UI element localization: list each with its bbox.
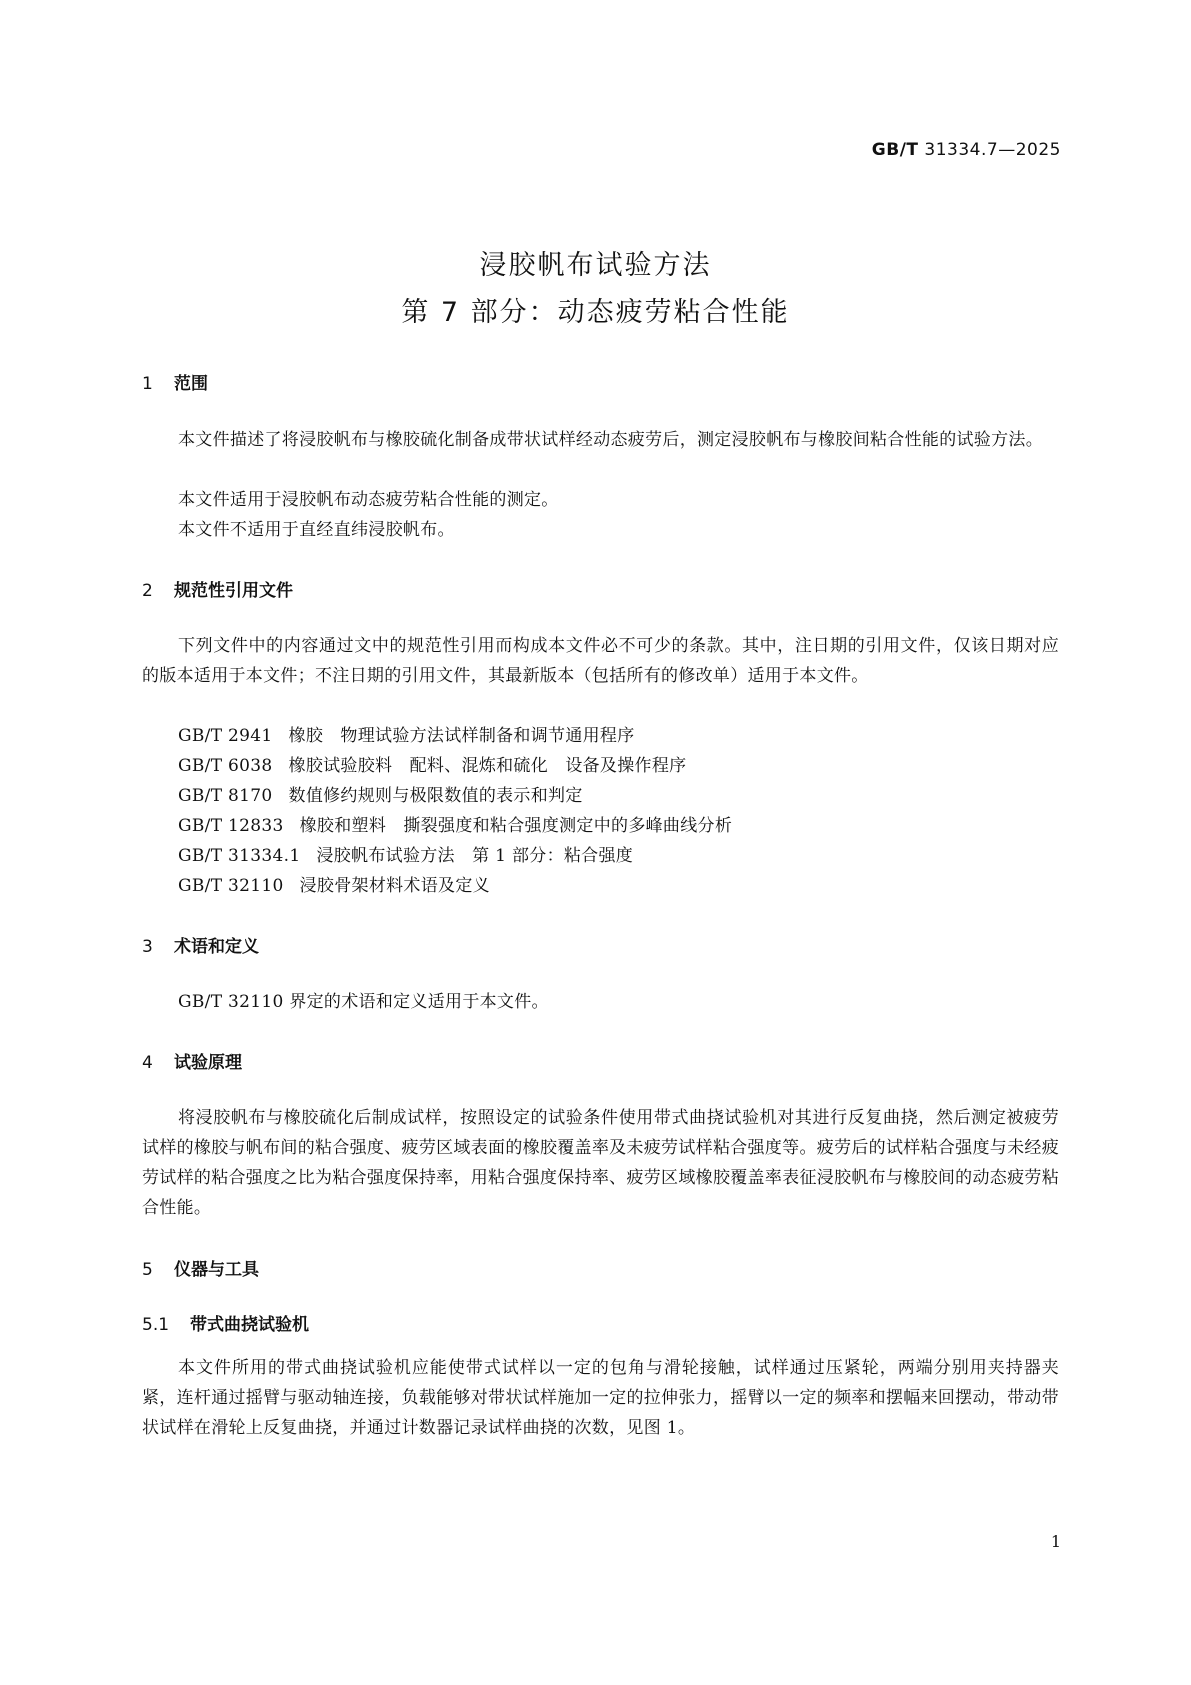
section-2-intro: 下列文件中的内容通过文中的规范性引用而构成本文件必不可少的条款。其中，注日期的引用文件，仅该日期对应的版本适用于本文件；不注日期的引用文件，其最新版本（包括所有的修改单）适用于本文件。 — [142, 636, 1059, 686]
section-4-paragraph: 将浸胶帆布与橡胶硫化后制成试样，按照设定的试验条件使用带式曲挠试验机对其进行反复曲挠，然后测定被疲劳试样的橡胶与帆布间的粘合强度、疲劳区域表面的橡胶覆盖率及未疲劳试样粘合强度等。疲劳后的试样粘合强度与未经疲劳试样的粘合强度之比为粘合强度保持率，用粘合强度保持率、疲劳区域橡胶覆盖率表征浸胶帆布与橡胶间的动态疲劳粘合性能。 — [142, 1108, 1059, 1218]
standard-number: 31334.7—2025 — [924, 140, 1061, 160]
section-1-paragraph-2: 本文件适用于浸胶帆布动态疲劳粘合性能的测定。 — [178, 490, 559, 510]
section-title: 带式曲挠试验机 — [190, 1315, 309, 1335]
section-2-heading — [142, 576, 293, 601]
section-3-paragraph: GB/T 32110 界定的术语和定义适用于本文件。 — [178, 992, 549, 1012]
reference-title: 橡胶 物理试验方法试样制备和调节通用程序 — [288, 726, 635, 746]
standard-prefix: GB/T — [871, 140, 919, 160]
section-number: 5.1 — [142, 1315, 170, 1335]
document-subtitle: 第 7 部分：动态疲劳粘合性能 — [401, 297, 790, 328]
reference-item — [178, 811, 732, 841]
reference-item — [178, 871, 732, 901]
standard-code — [872, 140, 1061, 160]
reference-code: GB/T 12833 — [178, 816, 284, 836]
reference-code: GB/T 32110 — [178, 876, 284, 896]
section-title: 术语和定义 — [174, 937, 259, 957]
section-number: 4 — [142, 1053, 153, 1073]
reference-item — [178, 751, 732, 781]
reference-title: 浸胶骨架材料术语及定义 — [299, 876, 490, 896]
section-number: 1 — [142, 374, 153, 394]
section-number: 5 — [142, 1260, 153, 1280]
reference-code: GB/T 31334.1 — [178, 846, 301, 866]
reference-item — [178, 721, 732, 751]
section-number: 3 — [142, 937, 153, 957]
section-1-heading — [142, 369, 208, 394]
reference-code: GB/T 6038 — [178, 756, 273, 776]
section-title: 范围 — [174, 374, 208, 394]
reference-code: GB/T 2941 — [178, 726, 273, 746]
reference-title: 浸胶帆布试验方法 第 1 部分：粘合强度 — [316, 846, 634, 866]
section-5-1-heading — [142, 1310, 309, 1335]
reference-item — [178, 781, 732, 811]
document-title: 浸胶帆布试验方法 — [479, 250, 712, 281]
reference-title: 橡胶和塑料 撕裂强度和粘合强度测定中的多峰曲线分析 — [299, 816, 733, 836]
page-number: 1 — [1050, 1532, 1061, 1551]
section-4-heading — [142, 1048, 242, 1073]
section-5-heading — [142, 1255, 259, 1280]
section-title: 仪器与工具 — [174, 1260, 259, 1280]
reference-title: 橡胶试验胶料 配料、混炼和硫化 设备及操作程序 — [288, 756, 687, 776]
section-title: 试验原理 — [174, 1053, 242, 1073]
reference-code: GB/T 8170 — [178, 786, 273, 806]
section-3-heading — [142, 932, 259, 957]
section-1-paragraph-1: 本文件描述了将浸胶帆布与橡胶硫化制备成带状试样经动态疲劳后，测定浸胶帆布与橡胶间粘合性能的试验方法。 — [178, 430, 1043, 450]
section-title: 规范性引用文件 — [174, 581, 293, 601]
reference-title: 数值修约规则与极限数值的表示和判定 — [288, 786, 583, 806]
normative-reference-list — [178, 721, 732, 901]
section-5-1-paragraph: 本文件所用的带式曲挠试验机应能使带式试样以一定的包角与滑轮接触，试样通过压紧轮，两端分别用夹持器夹紧，连杆通过摇臂与驱动轴连接，负载能够对带状试样施加一定的拉伸张力，摇臂以一定的频率和摆幅来回摆动，带动带状试样在滑轮上反复曲挠，并通过计数器记录试样曲挠的次数，见图 1。 — [142, 1358, 1059, 1438]
section-number: 2 — [142, 581, 153, 601]
section-1-paragraph-3: 本文件不适用于直经直纬浸胶帆布。 — [178, 520, 455, 540]
reference-item — [178, 841, 732, 871]
